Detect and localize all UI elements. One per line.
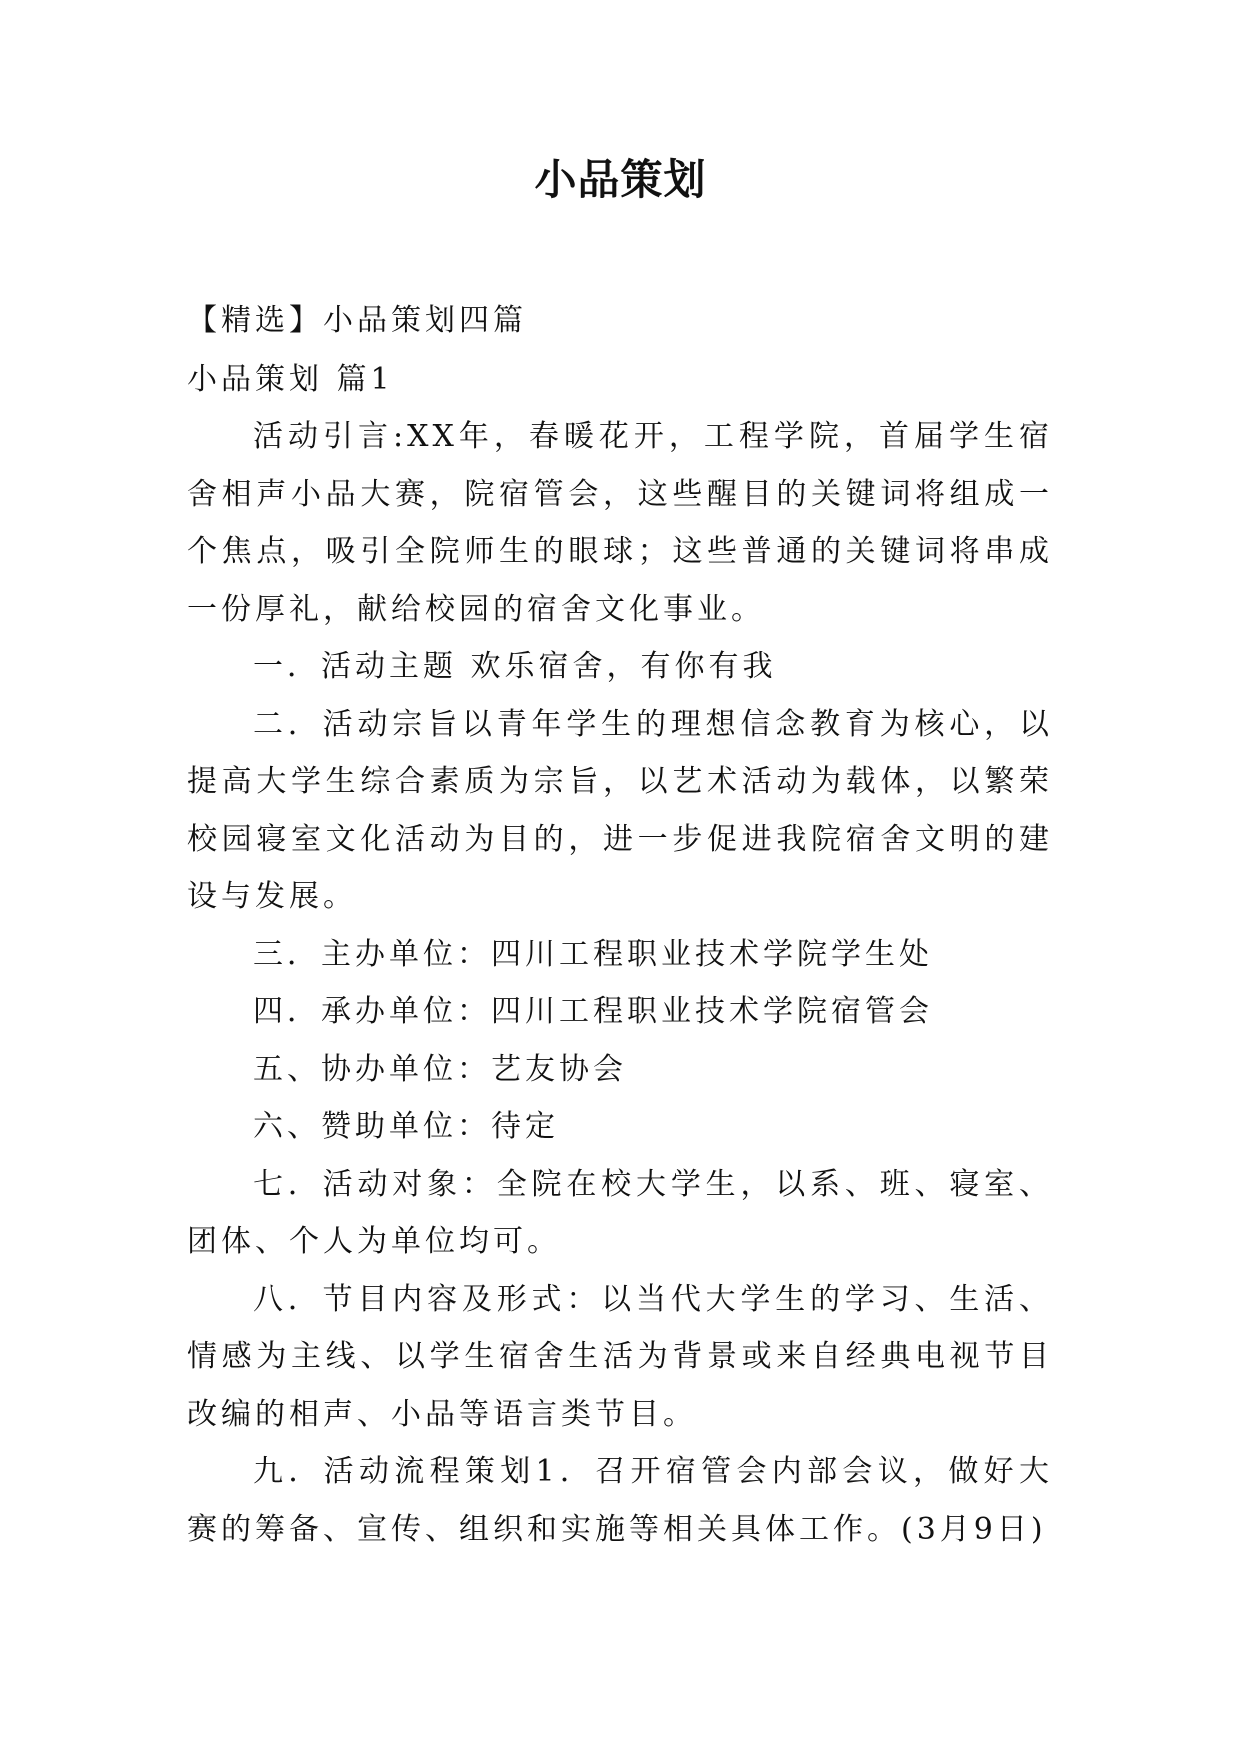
document-body: [187, 292, 1053, 1558]
paragraph-host: 四．承办单位：四川工程职业技术学院宿管会: [253, 994, 933, 1029]
paragraph-organizer: 三．主办单位：四川工程职业技术学院学生处: [253, 936, 933, 972]
paragraph-co-organizer: 五、协办单位：艺友协会: [253, 1051, 627, 1087]
paragraph-intro: 活动引言:XX年，春暖花开，工程学院，首届学生宿舍相声小品大赛，院宿管会，这些醒目的关键词将组成一个焦点，吸引全院师生的眼球；这些普通的关键词将串成一份厚礼，献给校园的宿舍文化事业。: [187, 419, 1053, 627]
paragraph-sponsor: 六、赞助单位：待定: [253, 1109, 559, 1144]
document-subtitle: 【精选】小品策划四篇: [187, 303, 527, 338]
paragraph-theme: 一．活动主题 欢乐宿舍，有你有我: [253, 649, 777, 684]
paragraph-content-format: 八．节目内容及形式：以当代大学生的学习、生活、情感为主线、以学生宿舍生活为背景或来自经典电视节目改编的相声、小品等语言类节目。: [187, 1281, 1053, 1432]
paragraph-purpose: 二．活动宗旨以青年学生的理想信念教育为核心，以提高大学生综合素质为宗旨，以艺术活动为载体，以繁荣校园寝室文化活动为目的，进一步促进我院宿舍文明的建设与发展。: [187, 706, 1053, 914]
paragraph-process: 九．活动流程策划1．召开宿管会内部会议，做好大赛的筹备、宣传、组织和实施等相关具体工作。(3月9日): [187, 1454, 1053, 1547]
paragraph-participants: 七．活动对象：全院在校大学生，以系、班、寝室、团体、个人为单位均可。: [187, 1166, 1053, 1259]
section-heading: 小品策划 篇1: [187, 361, 394, 397]
document-title: 小品策划: [534, 155, 707, 204]
